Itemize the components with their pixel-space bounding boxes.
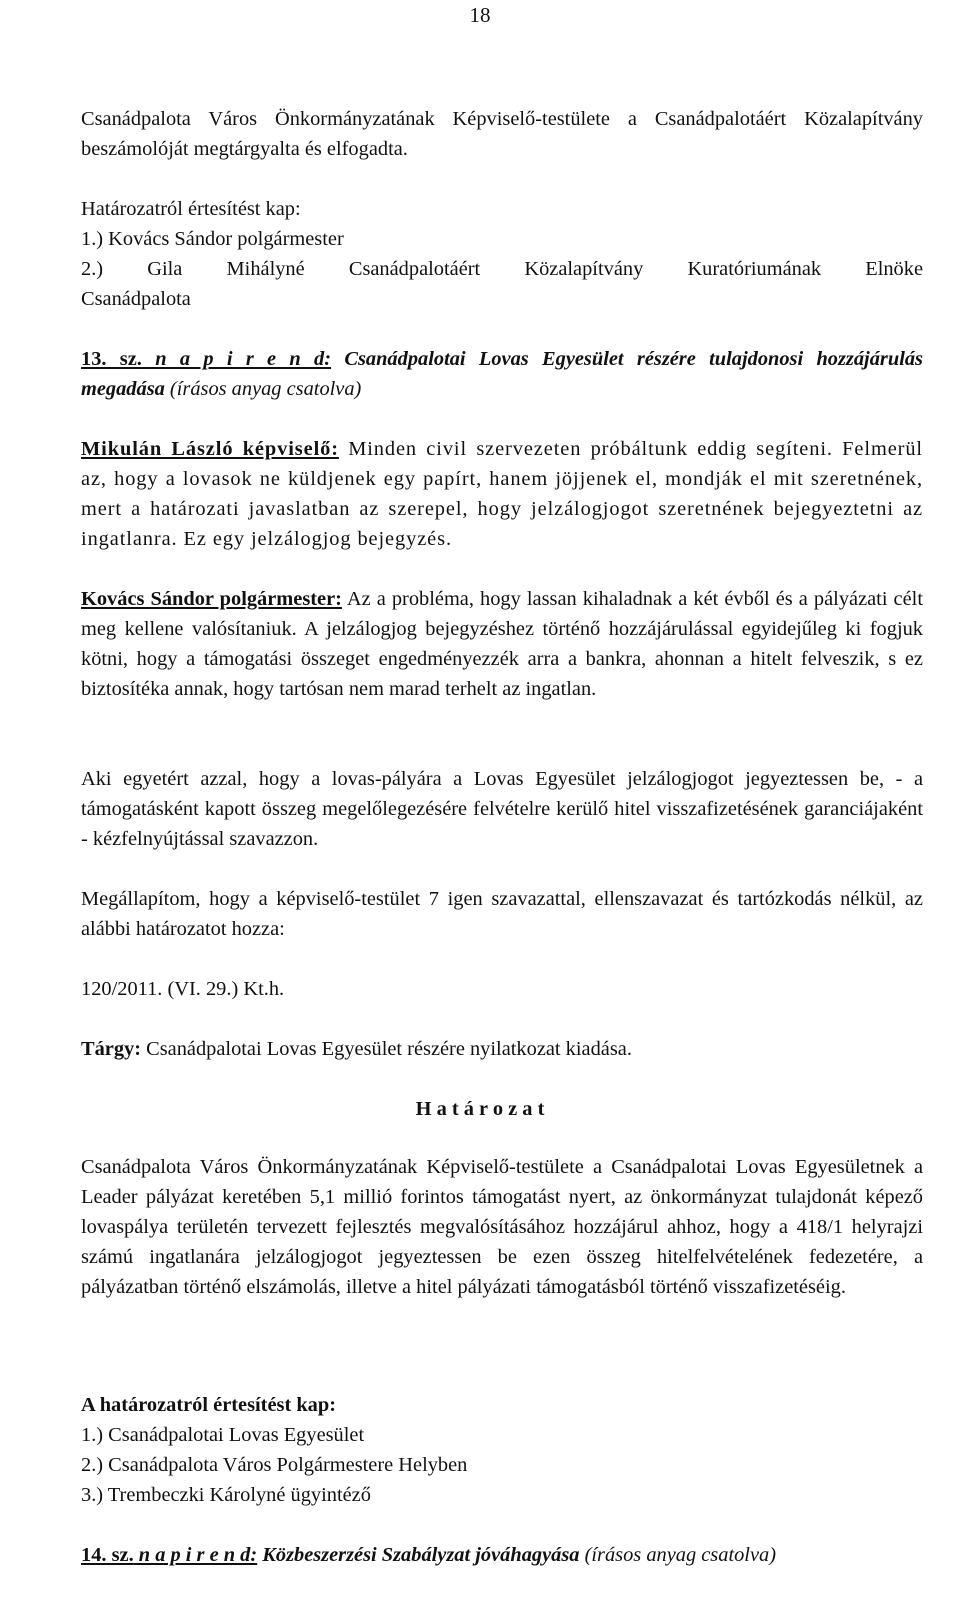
notification-title: A határozatról értesítést kap: xyxy=(81,1394,337,1416)
agenda-item-14 xyxy=(81,1540,923,1570)
notification-item: 2.) Csanádpalota Város Polgármestere Helyben xyxy=(81,1454,468,1476)
notification-list-1 xyxy=(81,194,923,314)
agenda-title: Csanádpalotai Lovas Egyesület részére tulajdonosi hozzájárulás xyxy=(331,348,923,370)
intro-paragraph: Csanádpalota Város Önkormányzatának Képviselő-testülete a Csanádpalotáért Közalapítvány beszámolóját megtárgyalta és elfogadta. xyxy=(81,108,923,160)
agenda-title: Közbeszerzési Szabályzat jóváhagyása xyxy=(257,1544,580,1566)
resolution-text: Csanádpalota Város Önkormányzatának Képviselő-testülete a Csanádpalotai Lovas Egyesületnek a Leader pályázat keretében 5,1 millió forintos támogatást nyert, az önkormányzat tulajdonát képező lovaspálya területén tervezett fejlesztés megvalósításához hozzájárul ahhoz, hogy a 418/1 helyrajzi számú ingatlanára jelzálogjogot jegyeztessen be ezen összeg hitelfelvételének fedezetére, a pályázatban történő elszámolás, illetve a hitel pályázati támogatásból történő visszafizetéséig. xyxy=(81,1156,923,1298)
subject-text: Csanádpalotai Lovas Egyesület részére nyilatkozat kiadása. xyxy=(141,1038,632,1060)
speech-text: Minden civil szervezeten próbáltunk eddig segíteni. Felmerül az, hogy a lovasok ne küldjenek egy papírt, hanem jöjjenek el, mondják el mit szeretnének, mert a határozati javaslatban az szerepel, hogy jelzálogjogot szeretnének bejegyeztetni az ingatlanra. Ez egy jelzálogjog bejegyzés. xyxy=(81,438,923,550)
notification-title: Határozatról értesítést kap: xyxy=(81,198,301,220)
notification-item: 1.) Csanádpalotai Lovas Egyesület xyxy=(81,1424,365,1446)
agenda-note: (írásos anyag csatolva) xyxy=(579,1544,777,1566)
notification-item-cont: Csanádpalota xyxy=(81,288,191,310)
notification-item: 3.) Trembeczki Károlyné ügyintéző xyxy=(81,1484,371,1506)
page-number: 18 xyxy=(469,3,491,27)
agenda-label: n a p i r e n d: xyxy=(133,1544,258,1566)
vote-result: Megállapítom, hogy a képviselő-testület 7 igen szavazattal, ellenszavazat és tartózkodás nélkül, az alábbi határozatot hozza: xyxy=(81,888,923,940)
agenda-number: 13. sz. xyxy=(81,348,142,370)
agenda-item-13 xyxy=(81,344,923,404)
speaker-name: Kovács Sándor polgármester: xyxy=(81,588,342,610)
agenda-title-cont: megadása xyxy=(81,378,165,400)
speech-kovacs xyxy=(81,584,923,704)
notification-item: 2.) Gila Mihályné Csanádpalotáért Közalapítvány Kuratóriumának Elnöke xyxy=(81,258,923,280)
notification-list-2 xyxy=(81,1390,923,1510)
speaker-name: Mikulán László képviselő: xyxy=(81,438,339,460)
speech-mikulan xyxy=(81,434,923,554)
notification-item: 1.) Kovács Sándor polgármester xyxy=(81,228,344,250)
vote-call: Aki egyetért azzal, hogy a lovas-pályára a Lovas Egyesület jelzálogjogot jegyeztessen be, - a támogatásként kapott összeg megelőlegezésére felvételre kerülő hitel visszafizetésének garanciájaként - kézfelnyújtással szavazzon. xyxy=(81,768,923,850)
resolution-subject xyxy=(81,1034,923,1064)
agenda-label: n a p i r e n d: xyxy=(141,348,332,370)
speech-text: Az a probléma, hogy lassan kihaladnak a két évből és a pályázati célt meg kellene valósítaniuk. A jelzálogjog bejegyzéshez történő hozzájárulással egyidejűleg ki fogjuk kötni, hogy a támogatási összeget engedményezzék arra a bankra, ahonnan a hitelt felveszik, s ez biztosítéka annak, hogy tartósan nem marad terhelt az ingatlan. xyxy=(81,588,923,700)
agenda-number: 14. sz. xyxy=(81,1544,134,1566)
resolution-number: 120/2011. (VI. 29.) Kt.h. xyxy=(81,978,285,1000)
agenda-note: (írásos anyag csatolva) xyxy=(164,378,362,400)
resolution-title: H a t á r o z a t xyxy=(415,1098,545,1120)
subject-label: Tárgy: xyxy=(81,1038,142,1060)
